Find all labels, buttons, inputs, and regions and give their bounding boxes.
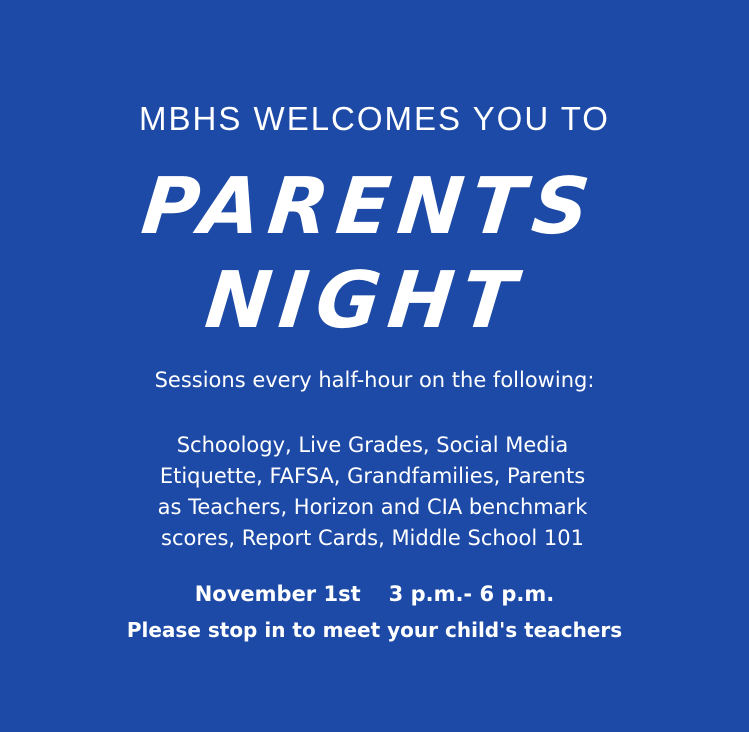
topics-line: as Teachers, Horizon and CIA benchmark	[157, 495, 588, 519]
event-date: November 1st	[194, 582, 361, 606]
headline-parents: PARENTS	[137, 162, 602, 252]
welcome-line: MBHS WELCOMES YOU TO	[139, 100, 610, 137]
event-datetime	[0, 582, 749, 606]
headline-night: NIGHT	[201, 256, 528, 346]
session-topics	[100, 430, 645, 554]
topics-line: Etiquette, FAFSA, Grandfamilies, Parents	[159, 464, 586, 488]
topics-line: scores, Report Cards, Middle School 101	[161, 526, 584, 550]
event-time: 3 p.m.- 6 p.m.	[388, 582, 555, 606]
call-to-action: Please stop in to meet your child's teachers	[126, 618, 623, 642]
topics-line: Schoology, Live Grades, Social Media	[176, 433, 569, 457]
sessions-intro: Sessions every half-hour on the following:	[154, 368, 595, 392]
